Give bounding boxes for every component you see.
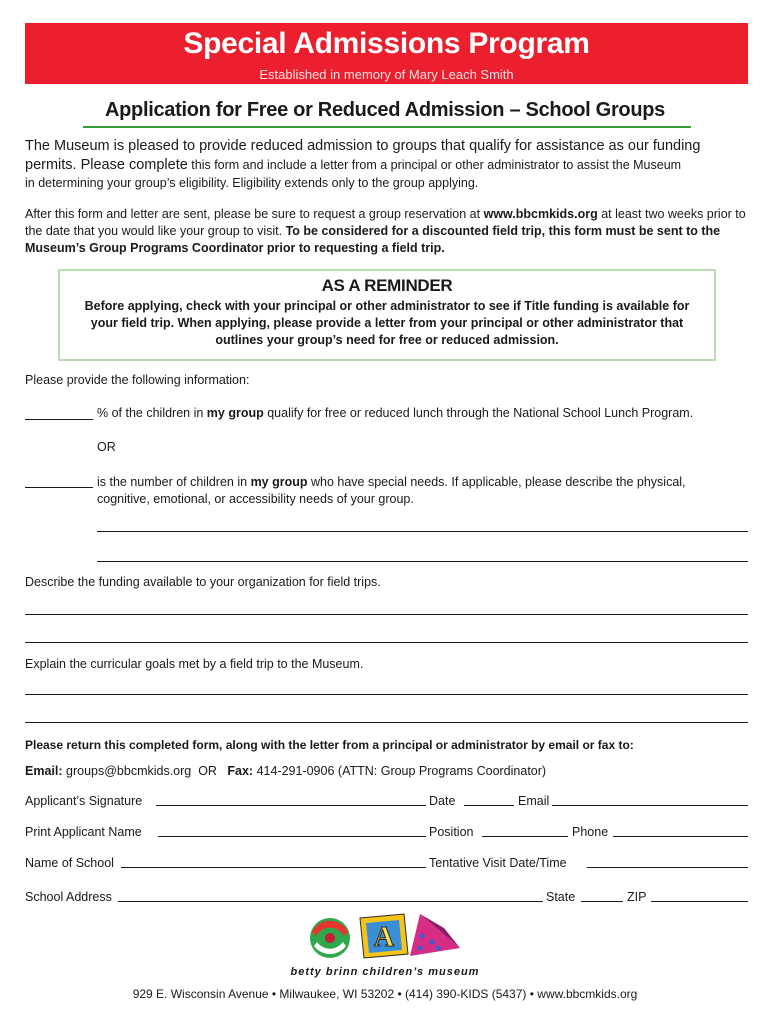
visit-date-label: Tentative Visit Date/Time: [429, 856, 567, 870]
return-contact: Email: groups@bbcmkids.org OR Fax: 414-291-0906 (ATTN: Group Programs Coordinator): [25, 764, 547, 778]
phone-label: Phone: [572, 825, 609, 839]
school-name-field[interactable]: [121, 867, 426, 868]
q1-pre: % of the children in: [97, 406, 207, 420]
goals-answer-line-2[interactable]: [25, 722, 748, 723]
special-needs-answer-line-1[interactable]: [97, 531, 748, 532]
address-label: School Address: [25, 890, 112, 904]
q2-post: who have special needs. If applicable, please describe the physical,: [307, 475, 686, 489]
special-needs-line-2: cognitive, emotional, or accessibility needs of your group.: [97, 492, 414, 506]
logo-wordmark: betty brinn children’s museum: [290, 966, 480, 978]
goals-answer-line-1[interactable]: [25, 694, 748, 695]
special-needs-count-blank[interactable]: [25, 487, 93, 488]
phone-field[interactable]: [613, 836, 748, 837]
block-icon: [360, 914, 408, 958]
return-heading: Please return this completed form, along with the letter from a principal or administrator by email or fax to:: [25, 738, 634, 752]
banner-title: Special Admissions Program: [183, 27, 590, 60]
lunch-percent-blank[interactable]: [25, 419, 93, 420]
reminder-body: Before applying, check with your principal or other administrator to see if Title funding is available for your field trip. When applying, please provide a letter from your principal or other administrator that outlines your group’s need for free or reduced admission.: [84, 299, 690, 347]
banner-subtitle: Established in memory of Mary Leach Smith: [259, 67, 514, 82]
intro-line-1: The Museum is pleased to provide reduced admission to groups that qualify for assistance as our funding: [25, 138, 701, 154]
position-field[interactable]: [482, 836, 568, 837]
program-banner: [25, 23, 748, 84]
q2-bold: my group: [250, 475, 308, 489]
email-label: Email:: [25, 764, 63, 778]
intro-paragraph: [25, 157, 749, 192]
goals-question: Explain the curricular goals met by a field trip to the Museum.: [25, 657, 364, 671]
reminder-box: [58, 269, 716, 361]
q2-pre: is the number of children in: [97, 475, 251, 489]
instructions-bold: To be considered for a discounted field trip, this form must be sent to the Museum’s Group Programs Coordinator prior to requesting a field trip.: [25, 224, 721, 255]
state-label: State: [546, 890, 576, 904]
zip-field[interactable]: [651, 901, 748, 902]
fax-label: Fax:: [227, 764, 254, 778]
zip-label: ZIP: [627, 890, 647, 904]
instructions-part-1: After this form and letter are sent, please be sure to request a group reservation at: [25, 207, 484, 221]
intro-line-2-lead: permits. Please complete: [25, 157, 188, 173]
funding-answer-line-2[interactable]: [25, 642, 748, 643]
intro-line-3: in determining your group’s eligibility. Eligibility extends only to the group applying.: [25, 175, 479, 190]
funding-question: Describe the funding available to your organization for field trips.: [25, 575, 381, 589]
q1-bold: my group: [206, 406, 264, 420]
page-title: Application for Free or Reduced Admission – School Groups: [104, 99, 665, 121]
signature-field[interactable]: [156, 805, 426, 806]
email-field[interactable]: [552, 805, 748, 806]
position-label: Position: [429, 825, 474, 839]
pyramid-icon: [410, 914, 460, 956]
state-field[interactable]: [581, 901, 623, 902]
q1-post: qualify for free or reduced lunch through the National School Lunch Program.: [263, 406, 694, 420]
email-field-label: Email: [518, 794, 550, 808]
return-fax: 414-291-0906: [256, 764, 335, 778]
special-needs-answer-line-2[interactable]: [97, 561, 748, 562]
print-name-field[interactable]: [158, 836, 426, 837]
website-link[interactable]: www.bbcmkids.org: [483, 207, 598, 221]
instructions-part-2: at least two weeks prior to the date that you would like your group to visit.: [25, 207, 746, 238]
school-name-label: Name of School: [25, 856, 114, 870]
reminder-title: AS A REMINDER: [321, 276, 453, 295]
fax-note: (ATTN: Group Programs Coordinator): [337, 764, 547, 778]
svg-text:A: A: [373, 922, 395, 953]
funding-answer-line-1[interactable]: [25, 614, 748, 615]
lunch-question: [97, 406, 693, 420]
or-label: OR: [97, 440, 116, 454]
provide-info-label: Please provide the following information:: [25, 373, 250, 387]
return-email[interactable]: groups@bbcmkids.org: [66, 764, 192, 778]
signature-label: Applicant’s Signature: [25, 794, 143, 808]
date-field[interactable]: [464, 805, 514, 806]
date-label: Date: [429, 794, 456, 808]
print-name-label: Print Applicant Name: [25, 825, 142, 839]
title-underline: [83, 126, 691, 128]
intro-line-2-rest: this form and include a letter from a principal or other administrator to assist the Museum: [187, 158, 682, 172]
visit-date-field[interactable]: [587, 867, 748, 868]
instructions-paragraph: [25, 206, 749, 257]
footer-contact: 929 E. Wisconsin Avenue • Milwaukee, WI 53202 • (414) 390-KIDS (5437) • www.bbcmkids.org: [132, 987, 638, 1001]
museum-logo: [308, 910, 466, 962]
address-field[interactable]: [118, 901, 543, 902]
special-needs-question: [97, 475, 686, 489]
ball-icon: [310, 918, 350, 958]
